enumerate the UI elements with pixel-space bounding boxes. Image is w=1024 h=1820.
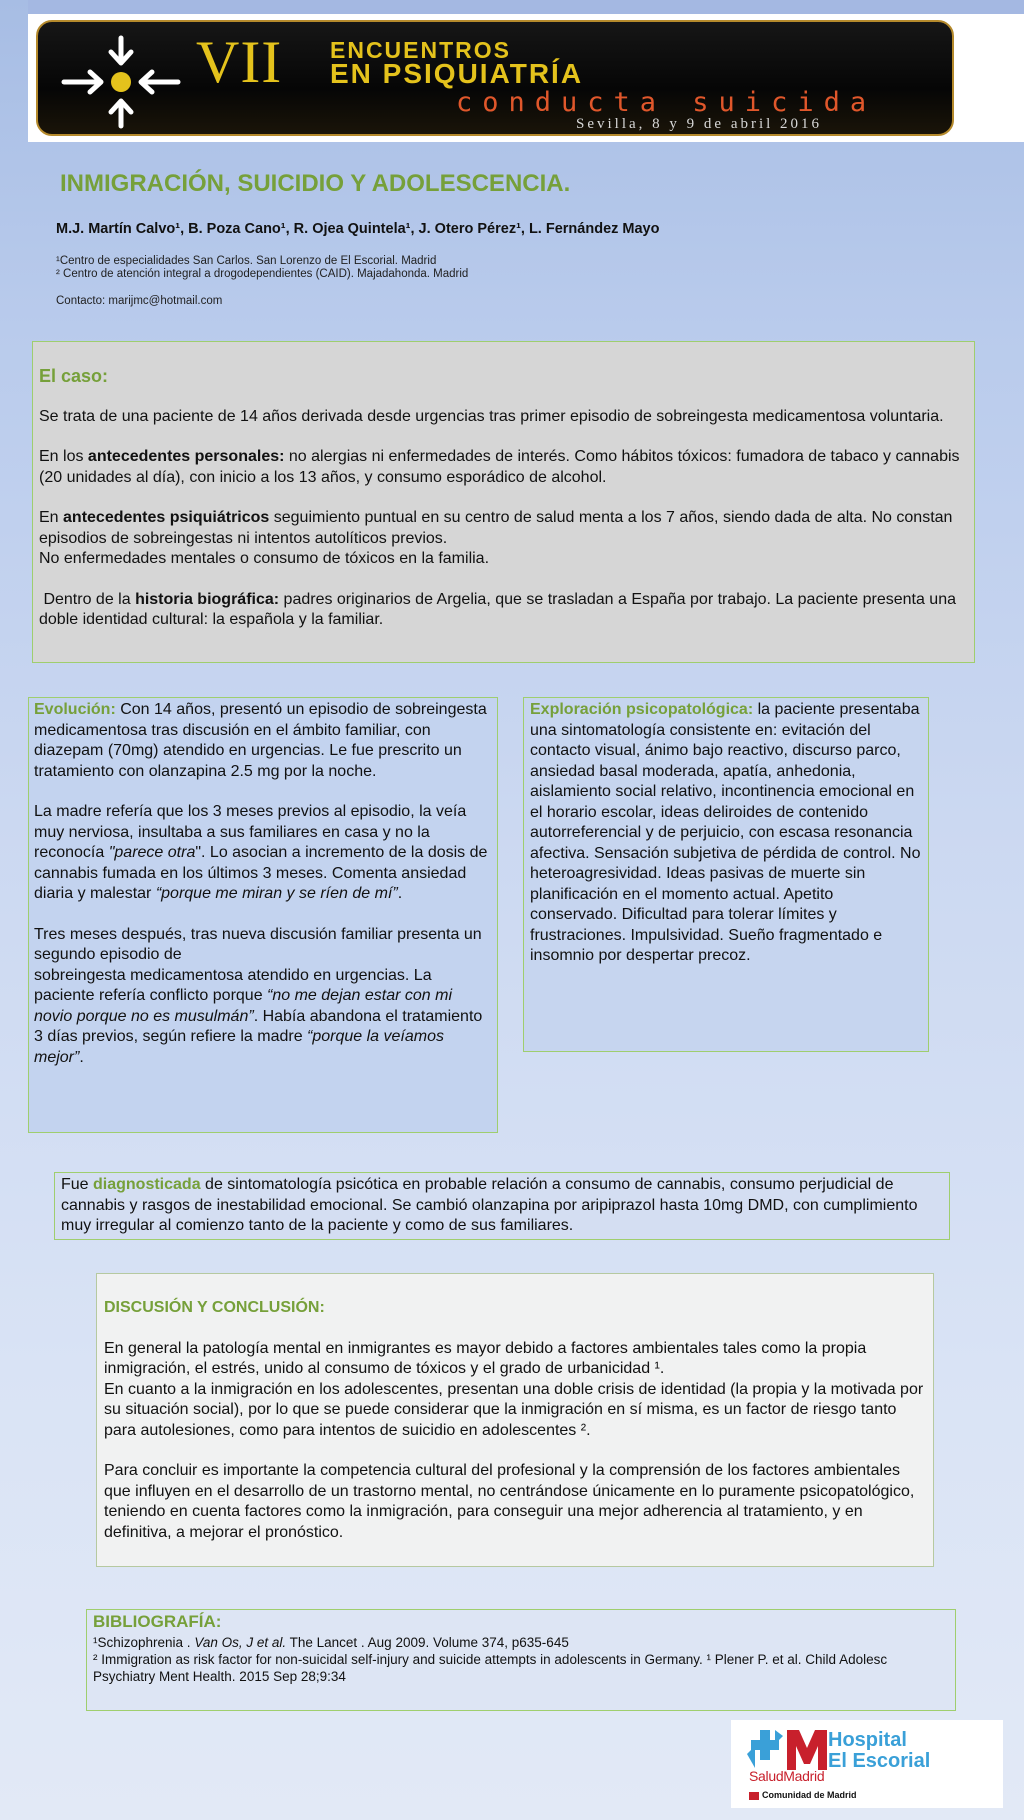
diagnosis-highlight: diagnosticada	[93, 1176, 201, 1193]
conference-banner	[36, 20, 954, 136]
logo-comunidad	[749, 1790, 857, 1800]
evolution-section	[28, 697, 498, 1133]
italic-run: Van Os, J et al.	[194, 1635, 287, 1650]
text-run: Dentro de la	[39, 590, 136, 608]
exploration-paragraph	[530, 700, 922, 967]
text-run: de sintomatología psicótica en probable relación a consumo de cannabis, consumo perjudicial de cannabis y rasgos de inestabilidad emocional. Se cambió olanzapina por aripiprazol hasta 10mg DMD, con cumplimiento muy irregular al comienzo tanto de la paciente y como de sus familiares.	[61, 1176, 918, 1234]
quote-run: "parece otra	[108, 844, 196, 861]
diagnosis-paragraph	[61, 1175, 943, 1237]
bold-run: antecedentes psiquiátricos	[63, 509, 270, 526]
text-run: .	[79, 1048, 84, 1066]
text-run: ¹Schizophrenia .	[93, 1635, 195, 1650]
arrows-logo-icon	[56, 32, 186, 132]
text-run: padres originarios de Argelia, que se trasladan a España por trabajo. La paciente presenta una doble identidad cultural: la española y la familiar.	[39, 590, 956, 628]
exploration-heading: Exploración psicopatológica:	[530, 701, 754, 718]
diagnosis-section	[54, 1172, 950, 1240]
text-run: Fue	[61, 1176, 94, 1193]
text-run: la paciente presentaba una sintomatología consistente en: evitación del contacto visual, ánimo bajo reactivo, discurso parco, ansiedad basal moderada, apatía, anhedonia, aislamiento social relativo, incontinencia emocional en el horario escolar, ideas deliroides de contenido autorreferencial y de perjuicio, con escasa resonancia afectiva. Sensación subjetiva de pérdida de control. No heteroagresividad. Ideas pasivas de muerte sin planificación en el momento actual. Apetito conservado. Dificultad para tolerar límites y frustraciones. Impulsividad. Sueño fragmentado e insomnio por despertar precoz.	[530, 701, 921, 964]
poster-title: INMIGRACIÓN, SUICIDIO Y ADOLESCENCIA.	[60, 170, 571, 197]
text-run: Con 14 años, presentó un episodio de sobreingesta medicamentosa tras discusión en el ámbito familiar, con diazepam (70mg) atendido en urgencias. Le fue prescrito un tratamiento con olanzapina 2.5 mg por la noche.	[34, 701, 487, 780]
exploration-section	[523, 697, 929, 1052]
text-run: En los	[39, 448, 88, 465]
madrid-flag-icon	[749, 1792, 759, 1800]
text-run: . Había abandona el tratamiento 3 días previos, según refiere la madre	[34, 1007, 483, 1045]
quote-run: “porque la veíamos mejor”	[34, 1028, 444, 1066]
discussion-heading: DISCUSIÓN Y CONCLUSIÓN:	[104, 1299, 325, 1316]
contact-email: Contacto: marijmc@hotmail.com	[56, 295, 223, 307]
case-paragraph-2	[39, 447, 968, 488]
case-paragraph-1: Se trata de una paciente de 14 años derivada desde urgencias tras primer episodio de sobreingesta medicamentosa voluntaria.	[39, 407, 944, 425]
text-run: no alergias ni enfermedades de interés. Como hábitos tóxicos: fumadora de tabaco y cannabis (20 unidades al día), con inicio a los 13 años, y consumo esporádico de alcohol.	[39, 448, 960, 486]
text-run: En cuanto a la inmigración en los adolescentes, presentan una doble crisis de identidad (la propia y la motivada por su situación social), por lo que se puede considerar que la inmigración en sí misma, es un factor de riesgo tanto para autolesiones, como para intentos de suicidio en adolescentes ².	[104, 1380, 924, 1439]
affiliation-2: ² Centro de atención integral a drogodependientes (CAID). Majadahonda. Madrid	[56, 268, 469, 280]
reference-2: ² Immigration as risk factor for non-suicidal self-injury and suicide attempts in adolescents in Germany. ¹ Plener P. et al. Child Adolesc Psychiatry Ment Health. 2015 Sep 28;9:34	[93, 1652, 888, 1684]
bold-run: antecedentes personales:	[87, 448, 285, 465]
case-heading: El caso:	[39, 366, 109, 386]
evolution-paragraph-2	[34, 802, 492, 905]
banner-date: Sevilla, 8 y 9 de abril 2016	[576, 116, 823, 132]
discussion-paragraph-1	[104, 1339, 927, 1442]
text-run: The Lancet . Aug 2009. Volume 374, p635-645	[286, 1635, 569, 1650]
text-run: Tres meses después, tras nueva discusión familiar presenta un segundo episodio de	[34, 925, 482, 963]
reference-1	[93, 1634, 949, 1651]
case-paragraph-3	[39, 508, 968, 570]
text-run: .	[397, 885, 403, 902]
text-run: En	[39, 509, 64, 526]
logo-hospital-label: Hospital	[828, 1729, 907, 1751]
text-run: La madre refería que los 3 meses previos al episodio, la veía muy nerviosa, insultaba a sus familiares en casa y no la reconocía	[34, 803, 467, 861]
evolution-paragraph-1	[34, 700, 492, 782]
affiliation-1: ¹Centro de especialidades San Carlos. San Lorenzo de El Escorial. Madrid	[56, 255, 437, 267]
banner-subtitle: conducta suicida	[456, 87, 877, 118]
bibliography-section	[86, 1609, 956, 1711]
text-run: sobreingesta medicamentosa atendido en urgencias. La paciente refería conflicto porque	[34, 966, 432, 1004]
case-section	[32, 341, 975, 663]
banner-roman: VII	[196, 29, 283, 95]
logo-salud-madrid: SaludMadrid	[749, 1768, 825, 1784]
text-run: ". Lo asocian a incremento de la dosis de cannabis fumada en los últimos 3 meses. Comenta ansiedad diaria y malestar	[34, 844, 488, 902]
top-strip	[28, 0, 1024, 14]
case-paragraph-4	[39, 590, 968, 631]
bibliography-heading: BIBLIOGRAFÍA:	[93, 1612, 222, 1631]
quote-run: “no me dejan estar con mi novio porque no es musulmán”	[34, 987, 453, 1025]
text-run: No enfermedades mentales o consumo de tóxicos en la familia.	[39, 550, 490, 567]
discussion-section	[96, 1273, 934, 1567]
discussion-paragraph-2: Para concluir es importante la competencia cultural del profesional y la comprensión de los factores ambientales que influyen en el desarrollo de un trastorno mental, no centrándose únicamente en lo puramente psicopatológico, teniendo en cuenta factores como la inmigración, para conseguir una mejor adherencia al tratamiento, y en definitiva, a mejorar el pronóstico.	[104, 1462, 915, 1541]
health-logo-icon	[743, 1724, 839, 1774]
logo-hospital-name: El Escorial	[828, 1750, 931, 1772]
logo-comunidad-label: Comunidad de Madrid	[762, 1790, 857, 1800]
evolution-heading: Evolución:	[34, 701, 116, 718]
text-run: En general la patología mental en inmigrantes es mayor debido a factores ambientales tales como la propia inmigración, el estrés, unido al consumo de tóxicos y el grado de urbanicidad ¹.	[104, 1339, 867, 1377]
banner-area	[28, 14, 1024, 142]
evolution-paragraph-3	[34, 925, 492, 1069]
hospital-logo	[731, 1720, 1003, 1808]
banner-line2: EN PSIQUIATRÍA	[330, 58, 584, 89]
text-run: seguimiento puntual en su centro de salud menta a los 7 años, siendo dada de alta. No constan episodios de sobreingestas ni intentos autolíticos previos.	[39, 509, 953, 547]
bold-run: historia biográfica:	[135, 590, 280, 608]
authors: M.J. Martín Calvo¹, B. Poza Cano¹, R. Ojea Quintela¹, J. Otero Pérez¹, L. Fernández Mayo	[56, 221, 660, 237]
banner-line1: ENCUENTROS	[330, 37, 512, 63]
quote-run: “porque me miran y se ríen de mí”	[155, 885, 398, 902]
